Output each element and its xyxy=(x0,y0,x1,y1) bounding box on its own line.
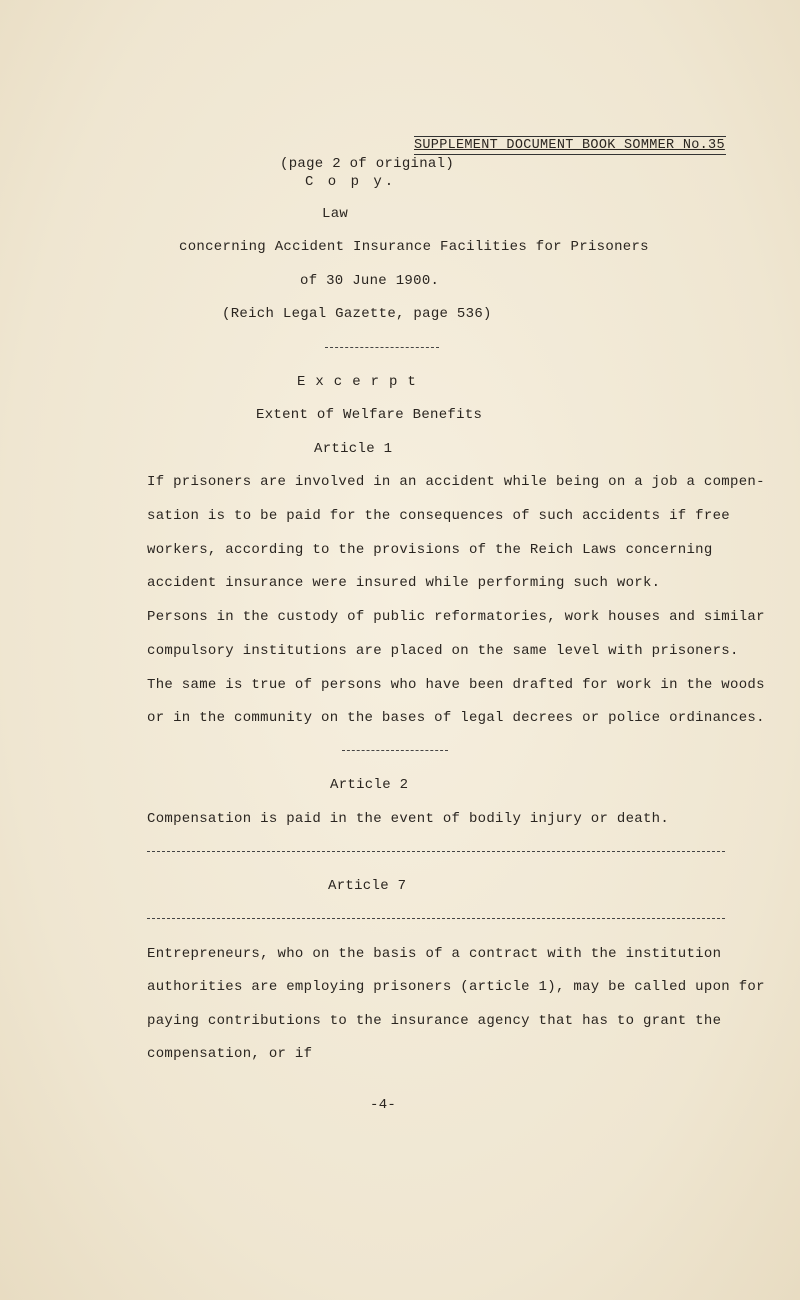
divider xyxy=(325,347,439,348)
supplement-reference: SUPPLEMENT DOCUMENT BOOK SOMMER No.35 xyxy=(414,138,725,153)
article-1-line: The same is true of persons who have been drafted for work in the woods xyxy=(147,677,765,693)
article-7-line: compensation, or if xyxy=(147,1046,313,1062)
divider xyxy=(147,918,725,919)
article-1-line: accident insurance were insured while performing such work. xyxy=(147,575,661,591)
divider xyxy=(147,851,725,852)
article-7-line: paying contributions to the insurance agency that has to grant the xyxy=(147,1013,722,1029)
gazette-reference: (Reich Legal Gazette, page 536) xyxy=(222,306,492,322)
article-1-line: sation is to be paid for the consequences of such accidents if free xyxy=(147,508,730,524)
article-1-line: or in the community on the bases of legal decrees or police ordinances. xyxy=(147,710,765,726)
document-type: Law xyxy=(322,206,349,222)
section-heading: Extent of Welfare Benefits xyxy=(256,407,483,423)
article-2-line: Compensation is paid in the event of bodily injury or death. xyxy=(147,811,670,827)
document-date: of 30 June 1900. xyxy=(300,273,440,289)
article-1-line: Persons in the custody of public reformatories, work houses and similar xyxy=(147,609,765,625)
article-1-line: compulsory institutions are placed on the same level with prisoners. xyxy=(147,643,739,659)
article-7-line: authorities are employing prisoners (article 1), may be called upon for xyxy=(147,979,765,995)
article-1-heading: Article 1 xyxy=(314,441,393,457)
article-7-line: Entrepreneurs, who on the basis of a contract with the institution xyxy=(147,946,722,962)
document-title: concerning Accident Insurance Facilities for Prisoners xyxy=(179,239,649,255)
page-number: -4- xyxy=(370,1097,397,1113)
copy-label: C o p y. xyxy=(305,174,397,190)
article-7-heading: Article 7 xyxy=(328,878,407,894)
article-2-heading: Article 2 xyxy=(330,777,409,793)
article-1-line: If prisoners are involved in an accident while being on a job a compen- xyxy=(147,474,765,490)
divider xyxy=(342,750,448,751)
page-of-original: (page 2 of original) xyxy=(280,156,455,172)
excerpt-label: Excerpt xyxy=(297,374,426,390)
article-1-line: workers, according to the provisions of the Reich Laws concerning xyxy=(147,542,713,558)
